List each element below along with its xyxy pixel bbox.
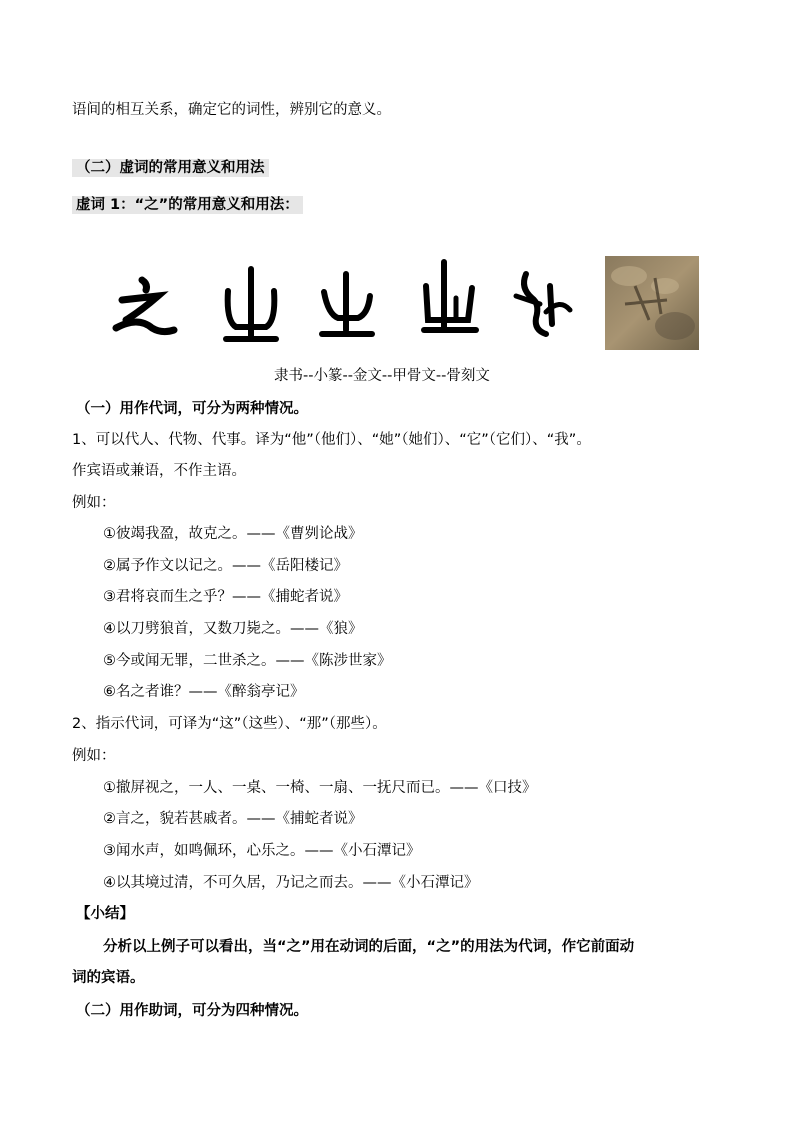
point1-line1: 1、可以代人、代物、代事。译为“他”（他们）、“她”（她们）、“它”（它们）、“我”。: [72, 432, 591, 448]
bone-carving-photo: [605, 256, 699, 350]
figure-caption: 隶书--小篆--金文--甲骨文--骨刻文: [274, 368, 490, 384]
point1-example-label: 例如：: [72, 495, 116, 511]
gukewen-glyph: [510, 268, 574, 342]
summary-label: 【小结】: [76, 906, 134, 922]
point1-line2: 作宾语或兼语，不作主语。: [72, 463, 246, 479]
point2-example: ③闻水声，如鸣佩环，心乐之。——《小石潭记》: [103, 843, 421, 859]
point1-example: ②属予作文以记之。——《岳阳楼记》: [103, 558, 348, 574]
jinwen-glyph: [318, 270, 376, 342]
point2-example-label: 例如：: [72, 748, 116, 764]
section-heading: [72, 158, 269, 178]
point2-example: ④以其境过清，不可久居，乃记之而去。——《小石潭记》: [103, 875, 479, 891]
point1-example: ⑥名之者谁？——《醉翁亭记》: [103, 684, 305, 700]
point1-example: ①彼竭我盈，故克之。——《曹刿论战》: [103, 526, 363, 542]
jiaguwen-glyph: [420, 258, 480, 338]
point1-example: ③君将哀而生之乎？——《捕蛇者说》: [103, 589, 348, 605]
section-heading-text: （二）虚词的常用意义和用法: [72, 159, 269, 177]
part2-heading: （二）用作助词，可分为四种情况。: [76, 1003, 308, 1019]
point2-example: ①撤屏视之，一人、一桌、一椅、一扇、一抚尺而已。——《口技》: [103, 780, 537, 796]
sub-heading-text: 虚词 1：“之”的常用意义和用法：: [72, 196, 303, 214]
summary-line1: 分析以上例子可以看出，当“之”用在动词的后面，“之”的用法为代词，作它前面动: [103, 939, 635, 955]
point2-line1: 2、指示代词，可译为“这”（这些）、“那”（那些）。: [72, 716, 387, 732]
point1-example: ④以刀劈狼首，又数刀毙之。——《狼》: [103, 621, 363, 637]
point1-example: ⑤今或闻无罪，二世杀之。——《陈涉世家》: [103, 653, 392, 669]
part1-heading: （一）用作代词，可分为两种情况。: [76, 401, 308, 417]
summary-line2: 词的宾语。: [72, 970, 145, 986]
lishu-glyph: [112, 276, 178, 338]
xiaozhuan-glyph: [220, 265, 282, 347]
point2-example: ②言之，貌若甚戚者。——《捕蛇者说》: [103, 811, 363, 827]
intro-line: 语间的相互关系，确定它的词性，辨别它的意义。: [72, 102, 391, 118]
sub-heading: [72, 195, 303, 215]
